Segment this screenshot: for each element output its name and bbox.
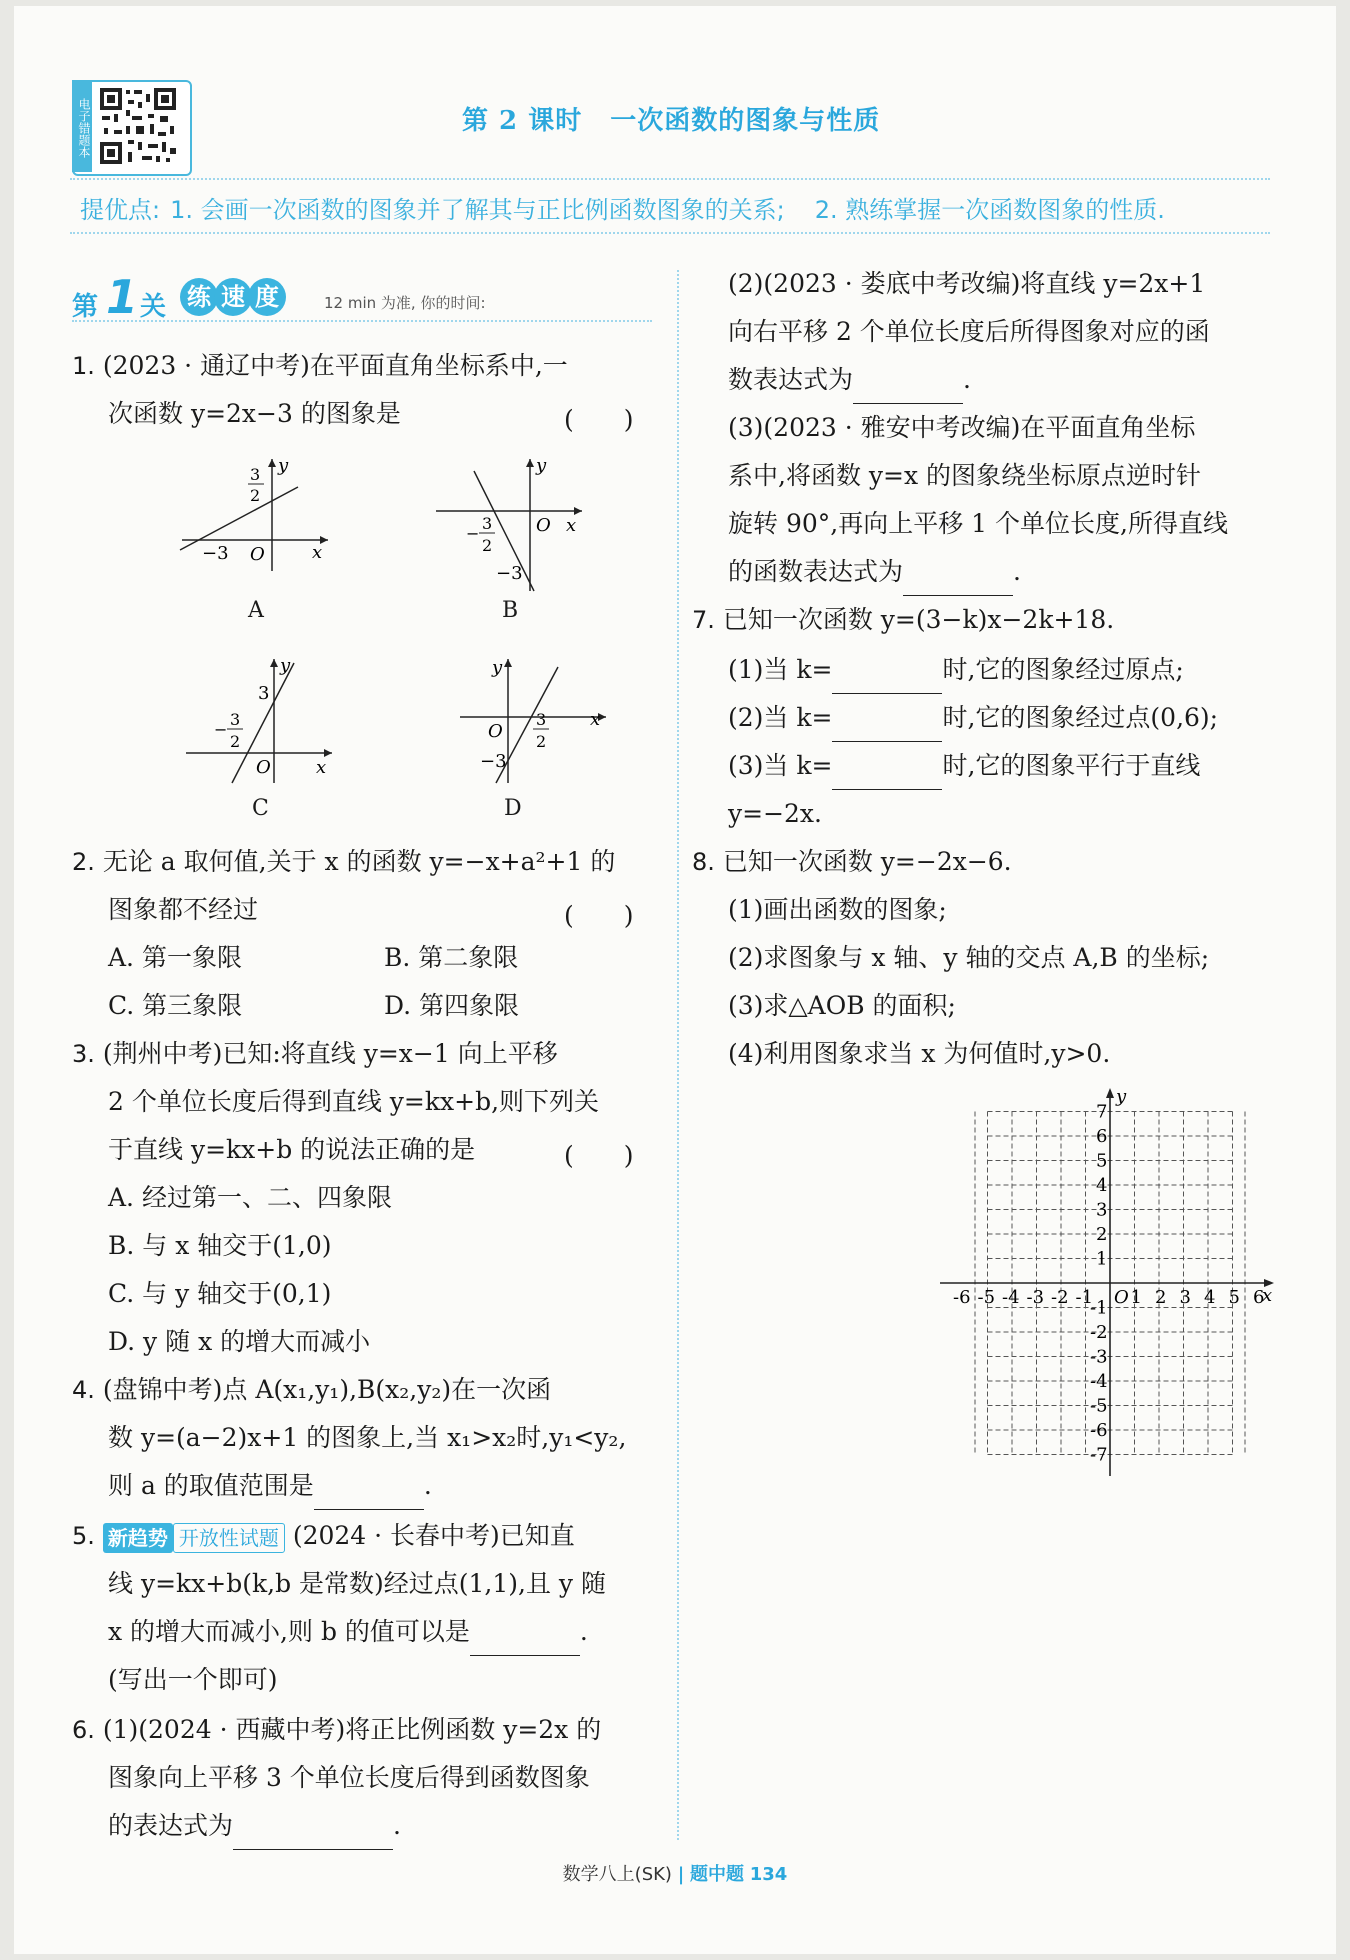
question-7 — [692, 596, 1114, 644]
option-a[interactable]: A. 经过第一、二、四象限 — [108, 1183, 392, 1212]
section-guan: 关 — [140, 292, 167, 322]
tick-label: 2 — [482, 536, 493, 555]
question-text: 已知一次函数 y=−2x−6. — [722, 847, 1012, 876]
y-tick-label: 2 — [1096, 1224, 1108, 1245]
y-tick-label: -5 — [1090, 1395, 1108, 1417]
question-2 — [72, 838, 615, 886]
option-b[interactable]: B. 与 x 轴交于(1,0) — [108, 1231, 332, 1260]
tick-label: 2 — [250, 486, 261, 505]
question-3 — [72, 1030, 558, 1078]
x-tick-label: 6 — [1253, 1287, 1265, 1308]
question-4-line3 — [108, 1462, 432, 1510]
question-8-part3: (3)求△AOB 的面积; — [728, 991, 956, 1020]
option-label-b[interactable]: B — [502, 598, 519, 623]
key-points-label: 提优点: — [80, 196, 161, 224]
tick-label: − — [214, 720, 228, 739]
question-text: 已知一次函数 y=(3−k)x−2k+18. — [722, 605, 1115, 634]
question-number: 1. — [72, 352, 95, 380]
time-note: 12 min 为准, 你的时间: — [324, 294, 486, 312]
option-a[interactable]: A. 第一象限 — [108, 943, 242, 972]
x-tick-label: -3 — [1026, 1287, 1045, 1308]
option-label-a[interactable]: A — [248, 598, 264, 623]
section-arrow-line — [72, 320, 652, 322]
tag-new-trend: 新趋势 — [103, 1523, 173, 1553]
question-4-line2: 数 y=(a−2)x+1 的图象上,当 x₁>x₂时,y₁<y₂, — [108, 1423, 627, 1452]
origin-label: O — [250, 544, 265, 565]
question-6-p1-line2: 图象向上平移 3 个单位长度后得到函数图象 — [108, 1763, 590, 1792]
y-tick-label: 6 — [1096, 1126, 1108, 1147]
question-8-part1: (1)画出函数的图象; — [728, 895, 947, 924]
question-text: 时,它的图象平行于直线 — [942, 751, 1201, 780]
question-text: 数表达式为 — [728, 365, 854, 394]
answer-blank[interactable] — [470, 1627, 580, 1656]
y-tick-label: 3 — [1096, 1199, 1108, 1221]
answer-blank[interactable] — [233, 1821, 393, 1850]
origin-label: O — [536, 515, 551, 536]
y-tick-label: -1 — [1090, 1297, 1108, 1319]
question-8-part2: (2)求图象与 x 轴、y 轴的交点 A,B 的坐标; — [728, 943, 1210, 972]
question-text: 时,它的图象经过点(0,6); — [942, 703, 1219, 732]
tick-label: 2 — [536, 732, 547, 751]
book-name: 数学八上(SK) — [562, 1864, 672, 1885]
tick-label: −3 — [496, 563, 523, 584]
answer-blank[interactable] — [832, 665, 942, 694]
punctuation: . — [579, 1617, 588, 1646]
question-text: (1)当 k= — [728, 655, 833, 684]
question-text: (2)当 k= — [728, 703, 833, 732]
question-3-line2: 2 个单位长度后得到直线 y=kx+b,则下列关 — [108, 1087, 600, 1116]
punctuation: . — [423, 1471, 432, 1500]
axis-label: x — [590, 709, 601, 730]
punctuation: . — [393, 1811, 401, 1840]
question-text: (1)(2024 · 西藏中考)将正比例函数 y=2x 的 — [102, 1715, 602, 1744]
question-number: 2. — [72, 848, 95, 876]
x-tick-label: 4 — [1204, 1287, 1216, 1308]
y-tick-label: 4 — [1096, 1175, 1108, 1196]
question-text: 的表达式为 — [108, 1811, 234, 1840]
question-6-p3-line2: 系中,将函数 y=x 的图象绕坐标原点逆时针 — [728, 461, 1202, 490]
graph-a — [178, 455, 338, 575]
axis-label: y — [278, 455, 289, 476]
key-point-2: 2. 熟练掌握一次函数图象的性质. — [814, 196, 1165, 224]
axis-label: x — [566, 515, 577, 536]
question-number: 5. — [72, 1522, 95, 1550]
lesson-title — [462, 100, 880, 137]
question-6-p3-line1: (3)(2023 · 雅安中考改编)在平面直角坐标 — [728, 413, 1196, 442]
axis-label: y — [492, 657, 503, 678]
question-5 — [72, 1512, 575, 1560]
question-6 — [72, 1706, 601, 1754]
question-text: (2023 · 通辽中考)在平面直角坐标系中,一 — [102, 351, 568, 380]
x-tick-label: -5 — [977, 1287, 996, 1308]
answer-blank[interactable] — [314, 1481, 424, 1510]
tick-label: −3 — [480, 751, 507, 772]
question-text: (2024 · 长春中考)已知直 — [292, 1521, 575, 1550]
section-number: 1 — [106, 270, 139, 324]
key-points-divider — [70, 232, 1270, 234]
axis-label: y — [1116, 1088, 1127, 1107]
question-6-p2-line2: 向右平移 2 个单位长度后所得图象对应的函 — [728, 317, 1210, 346]
graph-c — [182, 655, 342, 785]
punctuation: . — [1013, 557, 1021, 586]
question-number: 7. — [692, 606, 715, 634]
option-b[interactable]: B. 第二象限 — [384, 943, 519, 972]
y-tick-label: -2 — [1090, 1322, 1108, 1343]
answer-parentheses[interactable]: ( ) — [564, 901, 634, 930]
question-1-line2: 次函数 y=2x−3 的图象是 — [108, 399, 401, 428]
x-tick-label: 2 — [1155, 1287, 1167, 1308]
footer-section: 题中题 — [690, 1864, 744, 1885]
question-7-part3 — [728, 742, 1200, 790]
y-tick-label: 5 — [1096, 1150, 1108, 1172]
question-text: 无论 a 取何值,关于 x 的函数 y=−x+a²+1 的 — [102, 847, 616, 876]
page-number: 134 — [749, 1864, 788, 1885]
question-8 — [692, 838, 1012, 886]
question-text: x 的增大而减小,则 b 的值可以是 — [108, 1617, 470, 1646]
question-number: 6. — [72, 1716, 95, 1744]
x-tick-label: -4 — [1002, 1287, 1020, 1308]
axis-label: y — [280, 655, 291, 676]
origin-label: O — [1114, 1287, 1129, 1308]
question-number: 3. — [72, 1040, 95, 1068]
tick-label: 3 — [482, 514, 493, 533]
option-label-d[interactable]: D — [504, 796, 522, 821]
section-badge — [180, 278, 282, 316]
question-text: (3)当 k= — [728, 751, 833, 780]
qr-tag: 电子错题本 — [72, 80, 92, 172]
column-divider — [677, 270, 679, 1840]
coordinate-grid[interactable] — [940, 1088, 1280, 1478]
answer-blank[interactable] — [832, 761, 942, 790]
answer-parentheses[interactable]: ( ) — [564, 405, 634, 434]
tag-open-question: 开放性试题 — [173, 1523, 285, 1553]
punctuation: . — [963, 365, 971, 394]
question-5-line4: (写出一个即可) — [108, 1665, 278, 1694]
origin-label: O — [488, 721, 503, 742]
question-4 — [72, 1366, 551, 1414]
answer-blank[interactable] — [832, 713, 942, 742]
badge-char: 练 — [180, 278, 218, 316]
question-6-p3-line4 — [728, 548, 1021, 596]
option-label-c[interactable]: C — [252, 796, 269, 821]
qr-code-icon[interactable] — [98, 86, 178, 166]
axis-label: y — [536, 455, 547, 476]
tick-label: 2 — [230, 732, 241, 751]
question-7-part2 — [728, 694, 1218, 742]
option-d[interactable]: D. 第四象限 — [384, 991, 520, 1020]
tick-label: 3 — [536, 710, 547, 729]
axis-label: x — [312, 542, 323, 563]
question-5-line3 — [108, 1608, 588, 1656]
question-text: (荆州中考)已知:将直线 y=x−1 向上平移 — [102, 1039, 558, 1068]
x-tick-label: -2 — [1051, 1287, 1069, 1308]
question-5-line2: 线 y=kx+b(k,b 是常数)经过点(1,1),且 y 随 — [108, 1569, 606, 1598]
x-tick-label: 5 — [1228, 1287, 1240, 1308]
question-number: 8. — [692, 848, 715, 876]
key-points — [80, 190, 1195, 225]
question-3-line3: 于直线 y=kx+b 的说法正确的是 — [108, 1135, 476, 1164]
option-c[interactable]: C. 第三象限 — [108, 991, 243, 1020]
badge-char: 速 — [214, 278, 252, 316]
y-tick-label: -4 — [1090, 1371, 1108, 1392]
key-point-1: 1. 会画一次函数的图象并了解其与正比例函数图象的关系; — [170, 196, 785, 224]
footer-separator: | — [677, 1864, 685, 1885]
option-c[interactable]: C. 与 y 轴交于(0,1) — [108, 1279, 332, 1308]
question-6-p2-line3 — [728, 356, 971, 404]
question-2-line2: 图象都不经过 — [108, 895, 259, 924]
x-tick-label: 1 — [1130, 1287, 1142, 1308]
header-divider — [70, 178, 1270, 180]
question-6-p2-line1: (2)(2023 · 娄底中考改编)将直线 y=2x+1 — [728, 269, 1206, 298]
graph-d — [456, 655, 616, 785]
y-tick-label: -6 — [1090, 1420, 1108, 1441]
answer-parentheses[interactable]: ( ) — [564, 1141, 634, 1170]
question-6-p3-line3: 旋转 90°,再向上平移 1 个单位长度,所得直线 — [728, 509, 1228, 538]
tick-label: 3 — [258, 683, 270, 704]
axis-label: x — [1262, 1285, 1273, 1306]
tick-label: −3 — [202, 543, 229, 564]
axis-label: x — [316, 757, 327, 778]
question-text: 时,它的图象经过原点; — [942, 655, 1184, 684]
lesson-topic: 一次函数的图象与性质 — [610, 106, 881, 136]
question-6-p1-line3 — [108, 1802, 401, 1850]
y-tick-label: 1 — [1096, 1248, 1108, 1270]
graph-b — [432, 455, 592, 595]
origin-label: O — [256, 757, 271, 778]
question-8-part4: (4)利用图象求当 x 为何值时,y>0. — [728, 1039, 1111, 1068]
question-text: 则 a 的取值范围是 — [108, 1471, 314, 1500]
section-di: 第 — [72, 292, 99, 322]
page-footer — [0, 1860, 1350, 1886]
y-axis-arrow — [1106, 1088, 1114, 1098]
question-number: 4. — [72, 1376, 95, 1404]
question-text: 的函数表达式为 — [728, 557, 904, 586]
tick-label: 3 — [250, 465, 261, 484]
tick-label: 3 — [230, 710, 241, 729]
question-7-part1 — [728, 646, 1184, 694]
tick-label: − — [466, 524, 480, 543]
y-tick-label: -7 — [1090, 1444, 1108, 1466]
y-tick-label: 7 — [1096, 1101, 1108, 1123]
x-tick-label: 3 — [1179, 1287, 1191, 1308]
lesson-number: 第 2 课时 — [462, 106, 583, 136]
badge-char: 度 — [248, 278, 286, 316]
question-1 — [72, 342, 568, 390]
answer-blank[interactable] — [903, 567, 1013, 596]
x-tick-label: -6 — [953, 1287, 971, 1308]
question-7-part3-line2: y=−2x. — [728, 799, 822, 828]
question-text: (盘锦中考)点 A(x₁,y₁),B(x₂,y₂)在一次函 — [102, 1375, 552, 1404]
answer-blank[interactable] — [853, 375, 963, 404]
x-tick-label: -1 — [1075, 1287, 1094, 1308]
y-tick-label: -3 — [1090, 1346, 1108, 1368]
option-d[interactable]: D. y 随 x 的增大而减小 — [108, 1327, 371, 1356]
